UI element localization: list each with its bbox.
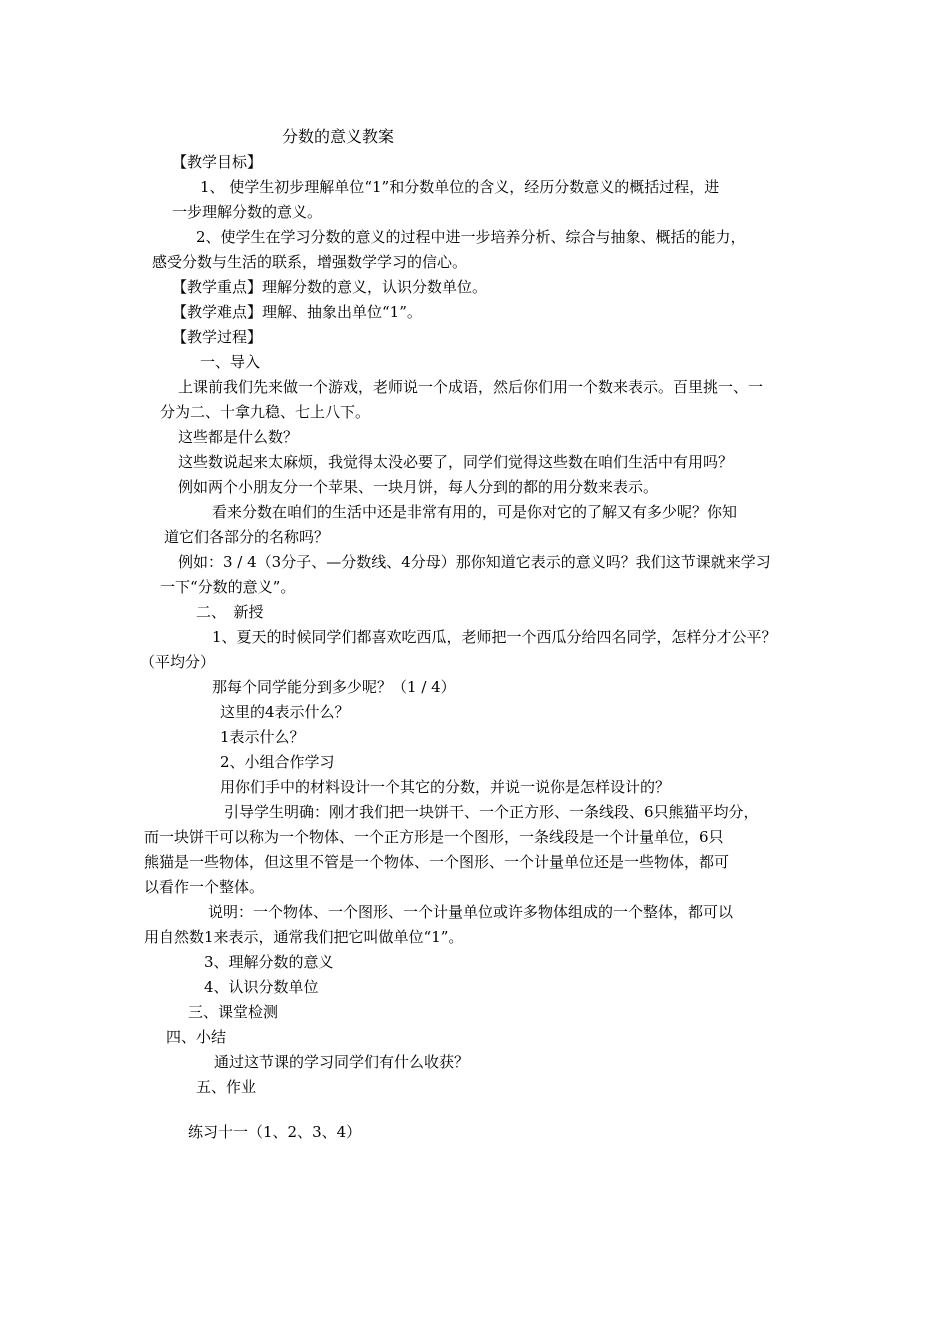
subheading-intro: 一、导入 [200,353,261,371]
section-heading-process: 【教学过程】 [172,328,263,346]
subheading-summary: 四、小结 [166,1028,227,1046]
paragraph-line: 看来分数在咱们的生活中还是非常有用的，可是你对它的了解又有多少呢？你知 [212,503,738,521]
paragraph-line: 用自然数1来表示，通常我们把它叫做单位“1”。 [144,928,464,946]
paragraph-line: 例如两个小朋友分一个苹果、一块月饼，每人分到的都的用分数来表示。 [178,478,659,496]
document-title: 分数的意义教案 [282,127,395,146]
paragraph-line: 而一块饼干可以称为一个物体、一个正方形是一个图形，一条线段是一个计量单位，6只 [144,828,724,846]
subheading-understand: 3、理解分数的意义 [204,953,334,971]
paragraph-line: 一下“分数的意义”。 [160,578,296,596]
subheading-group-work: 2、小组合作学习 [220,753,335,771]
section-key-points: 【教学重点】理解分数的意义，认识分数单位。 [172,278,488,296]
paragraph-line: 用你们手中的材料设计一个其它的分数，并说一说你是怎样设计的？ [220,778,671,796]
paragraph-line: 感受分数与生活的联系，增强数学学习的信心。 [152,253,468,271]
subheading-unit: 4、认识分数单位 [204,978,319,996]
paragraph-line: 引导学生明确：刚才我们把一块饼干、一个正方形、一条线段、6只熊猫平均分， [224,803,759,821]
paragraph-line: 上课前我们先来做一个游戏，老师说一个成语，然后你们用一个数来表示。百里挑一、一 [178,378,764,396]
paragraph-line: 2、使学生在学习分数的意义的过程中进一步培养分析、综合与抽象、概括的能力， [196,228,746,246]
subheading-new-lesson: 二、 新授 [196,603,264,621]
paragraph-line: 1表示什么？ [220,728,305,746]
subheading-check: 三、课堂检测 [188,1003,279,1021]
paragraph-line: （平均分） [140,653,216,671]
paragraph-line: 道它们各部分的名称吗？ [164,528,330,546]
paragraph-line: 1、 使学生初步理解单位“1”和分数单位的含义，经历分数意义的概括过程，进 [200,178,720,196]
paragraph-line: 那每个同学能分到多少呢？（1 / 4） [212,678,456,696]
paragraph-line: 1、夏天的时候同学们都喜欢吃西瓜，老师把一个西瓜分给四名同学，怎样分才公平？ [212,628,777,646]
section-difficulties: 【教学难点】理解、抽象出单位“1”。 [172,303,422,321]
homework-exercise: 练习十一（1、2、3、4） [188,1123,362,1141]
paragraph-line: 说明：一个物体、一个图形、一个计量单位或许多物体组成的一个整体，都可以 [208,903,734,921]
paragraph-line: 通过这节课的学习同学们有什么收获？ [214,1053,470,1071]
paragraph-line: 这些都是什么数？ [178,428,299,446]
paragraph-line: 这里的4表示什么？ [220,703,350,721]
subheading-homework: 五、作业 [196,1078,257,1096]
paragraph-line: 例如：3 / 4（3分子、—分数线、4分母）那你知道它表示的意义吗？我们这节课就来学习 [178,553,771,571]
paragraph-line: 分为二、十拿九稳、七上八下。 [160,403,371,421]
paragraph-line: 熊猫是一些物体，但这里不管是一个物体、一个图形、一个计量单位还是一些物体，都可 [144,853,730,871]
section-heading-objectives: 【教学目标】 [172,153,263,171]
paragraph-line: 以看作一个整体。 [144,878,265,896]
paragraph-line: 一步理解分数的意义。 [172,203,323,221]
paragraph-line: 这些数说起来太麻烦，我觉得太没必要了，同学们觉得这些数在咱们生活中有用吗？ [178,453,734,471]
